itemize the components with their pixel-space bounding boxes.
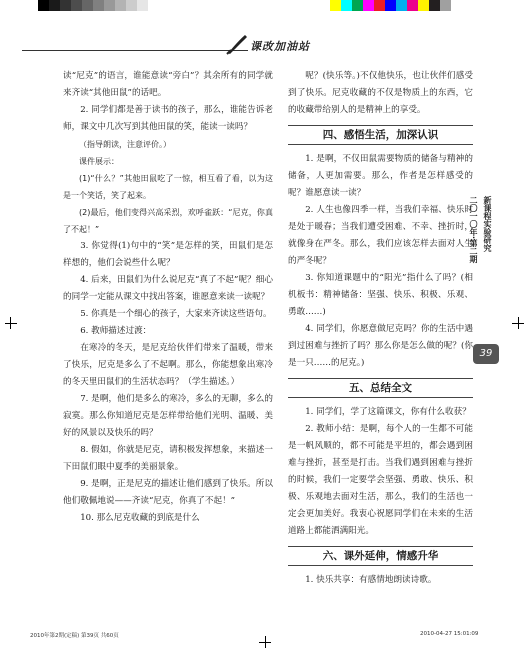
left-paragraph: 9. 是啊，正是尼克的描述让他们感到了快乐。所以他们敬佩地说——齐读“尼克，你真了不起！” (63, 479, 273, 506)
section-paragraph: 1. 同学们，学了这篇课文，你有什么收获？ (305, 407, 471, 417)
color-swatch (352, 0, 363, 11)
left-paragraph: 2. 同学们都是善于读书的孩子，那么，谁能告诉老师，课文中几次写到其他田鼠的笑，能读一读吗？ (63, 105, 273, 132)
gray-swatch (60, 0, 71, 11)
header-rule (22, 50, 248, 51)
left-paragraph: 7. 是啊，他们是多么的寒冷，多么的无聊，多么的寂寞。那么你知道尼克是怎样带给他们光明、温暖、美好的风景以及快乐的吗？ (63, 394, 273, 438)
gray-swatch (71, 0, 82, 11)
crop-mark (10, 317, 11, 329)
section-heading: 四、感悟生活，加深认识 (288, 125, 473, 145)
left-paragraph: 3. 你觉得(1)句中的“笑”是怎样的笑，田鼠们是怎样想的，他们会说些什么呢？ (63, 241, 273, 268)
left-paragraph: 8. 假如，你就是尼克，请积极发挥想象，来描述一下田鼠们眼中夏季的美丽景象。 (63, 445, 273, 472)
page-header-title: 课改加油站 (250, 40, 310, 53)
journal-issue: 二〇一〇年·第二期 (469, 196, 478, 264)
color-swatch (363, 0, 374, 11)
crop-mark (5, 323, 17, 324)
page-number: 39 (473, 344, 499, 364)
left-paragraph: (2)最后，他们变得兴高采烈，欢呼雀跃：“尼克，你真了不起！” (63, 208, 273, 234)
gray-swatch (115, 0, 126, 11)
section-heading: 五、总结全文 (288, 378, 473, 398)
gray-swatch (93, 0, 104, 11)
gray-scale-bar (38, 0, 159, 11)
right-intro-paragraph: 呢？(快乐等。)不仅他快乐，也让伙伴们感受到了快乐。尼克收藏的不仅是物质上的东西，它的收藏带给别人的是精神上的享受。 (288, 71, 473, 115)
color-swatch (429, 0, 440, 11)
section-paragraph: 1. 是啊，不仅田鼠需要物质的储备与精神的储备，人更加需要。那么，作者是怎样感受的呢？谁愿意读一读？ (288, 154, 473, 198)
journal-side-strip (469, 196, 494, 264)
color-swatch (396, 0, 407, 11)
brush-icon (225, 32, 249, 56)
gray-swatch (148, 0, 159, 11)
left-paragraph: 课件展示： (79, 157, 119, 166)
left-paragraph: 5. 你真是一个细心的孩子，大家来齐读这些语句。 (80, 309, 272, 319)
left-paragraph: (1)“什么？”其他田鼠吃了一惊，相互看了看，以为这是一个笑话，笑了起来。 (63, 174, 273, 200)
crop-mark (518, 317, 519, 329)
color-swatch (330, 0, 341, 11)
color-swatch (374, 0, 385, 11)
color-scale-bar (330, 0, 451, 11)
gray-swatch (137, 0, 148, 11)
footer-left: 2010年第2期(定稿) 第39页 共60页 (30, 633, 119, 639)
section-paragraph: 2. 教师小结：是啊，每个人的一生都不可能是一帆风顺的，都不可能是平坦的，都会遇到困难与挫折，甚至是打击。当我们遇到困难与挫折的时候，我们一定要学会坚强、勇敢、快乐、积极、乐观地去面对生活，那么，我们的生活也一定会更加美好。我衷心祝愿同学们在未来的生活道路上都能洒满阳光。 (288, 424, 473, 536)
section-paragraph: 1. 快乐共享：有感情地朗读诗歌。 (305, 575, 437, 585)
gray-swatch (104, 0, 115, 11)
color-swatch (341, 0, 352, 11)
crop-mark (259, 642, 271, 643)
left-paragraph: （指导朗读，注意评价。） (79, 140, 171, 149)
left-paragraph: 6. 教师描述过渡： (80, 326, 152, 336)
footer-right: 2010-04-27 15:01:09 (420, 631, 479, 637)
section-paragraph: 4. 同学们，你愿意做尼克吗？你的生活中遇到过困难与挫折了吗？那么你是怎么做的呢？(你是一只……的尼克。) (288, 324, 473, 368)
section-paragraph: 2. 人生也像四季一样，当我们幸福、快乐时是处于暖春；当我们遭受困难、不幸、挫折时，就像身在严冬。那么，我们应该怎样去面对人生的严冬呢？ (288, 205, 473, 266)
journal-name: 新课程实验研究 (483, 196, 492, 252)
gray-swatch (38, 0, 49, 11)
color-swatch (385, 0, 396, 11)
gray-swatch (49, 0, 60, 11)
section-paragraph: 3. 你知道课题中的“阳光”指什么了吗？(相机板书：精神储备：坚强、快乐、积极、乐观、勇敢……) (288, 273, 473, 317)
left-paragraph: 4. 后来，田鼠们为什么说尼克“真了不起”呢？细心的同学一定能从课文中找出答案，谁愿意来读一读呢？ (63, 275, 273, 302)
gray-swatch (126, 0, 137, 11)
right-column (288, 68, 473, 589)
color-swatch (407, 0, 418, 11)
color-swatch (418, 0, 429, 11)
left-paragraph: 在寒冷的冬天，是尼克给伙伴们带来了温暖，带来了快乐，尼克是多么了不起啊。那么，你能想象出寒冷的冬天里田鼠们的生活状态吗？（学生描述。） (63, 343, 273, 387)
gray-swatch (82, 0, 93, 11)
left-paragraph: 10. 那么尼克收藏的到底是什么 (80, 513, 200, 523)
color-swatch (440, 0, 451, 11)
left-column (63, 68, 273, 527)
left-paragraph: 读“尼克”的语言，谁能意读“旁白”？其余所有的同学就来齐读“其他田鼠”的话吧。 (63, 71, 273, 98)
section-heading: 六、课外延伸，情感升华 (288, 546, 473, 566)
